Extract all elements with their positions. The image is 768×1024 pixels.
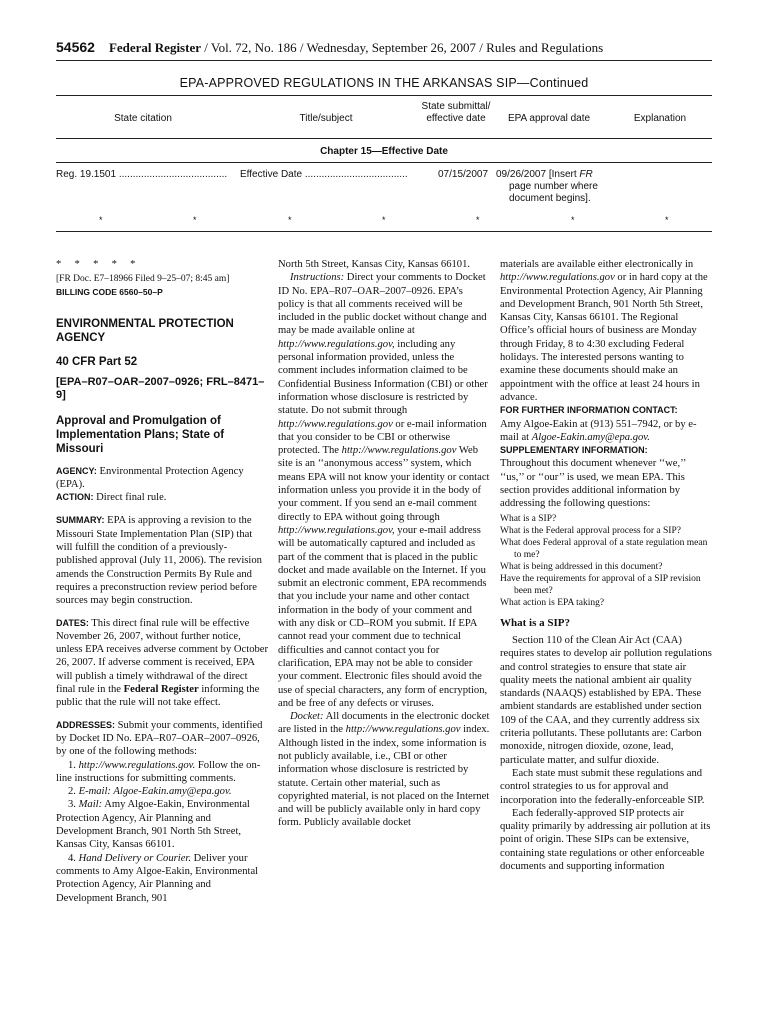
table-star: * <box>665 215 669 225</box>
rule-title: Approval and Promulgation of Implementation Plans; State of Missouri <box>56 414 225 455</box>
email-link[interactable]: E-mail: Algoe-Eakin.amy@epa.gov. <box>78 786 232 798</box>
supplementary-text: Throughout this document whenever ‘‘we,’’ ‘‘us,’’ or ‘‘our’’ is used, we mean EPA. This section provides additional information by addressing the following questions: <box>500 458 686 510</box>
cfr-part: 40 CFR Part 52 <box>56 355 138 368</box>
sip-paragraph-3: Each federally-approved SIP protects air quality primarily by addressing air pollution at its point of origin. These SIPs can be extensive, containing state regulations or other enforceable documents and supporting information <box>500 807 711 872</box>
column-2 <box>278 258 490 830</box>
contact-label: FOR FURTHER INFORMATION CONTACT: <box>500 405 678 416</box>
address-continued: North 5th Street, Kansas City, Kansas 66101. <box>278 259 471 270</box>
table-star: * <box>288 215 292 225</box>
method-1: 1. http://www.regulations.gov. Follow the on-line instructions for submitting comments. <box>56 759 261 784</box>
method-4: 4. Hand Delivery or Courier. Deliver your comments to Amy Algoe-Eakin, Environmental Protection Agency, Air Planning and Development Branch, 901 <box>56 852 259 904</box>
billing-code: BILLING CODE 6560–50–P <box>56 287 163 298</box>
publication-name: Federal Register <box>108 40 201 55</box>
docket-paragraph: Docket: All documents in the electronic docket are listed in the http://www.regulations.gov index. Although listed in the index, some information is not publicly available, i.e., CBI or other information whose disclosure is restricted by statute. Certain other material, such as copyrighted material, is not placed on the Internet and will be publicly available only in hard copy form. Publicly available docket <box>278 711 490 829</box>
col-header-state-submittal: State submittal/ effective date <box>421 101 491 124</box>
instructions: Instructions: Direct your comments to Docket ID No. EPA–R07–OAR–2007–0926. EPA’s policy is that all comments received will be included in the public docket without change and may be made available online at http://www.regulations.gov, including any personal information provided, unless the comment includes information claimed to be Confidential Business Information (CBI) or other information whose disclosure is restricted by statute. Do not submit through http://www.regulations.gov or e-mail information that you consider to be CBI or otherwise protected. The http://www.regulations.gov Web site is an ‘‘anonymous access’’ system, which means EPA will not know your identity or contact information unless you provide it in the body of your comment. If you send an e-mail comment directly to EPA without going through http://www.regulations.gov, your e-mail address will be automatically captured and included as part of the comment that is placed in the public docket and made available on the Internet. If you submit an electronic comment, EPA recommends that you include your name and other contact information in the body of your comment and with any disk or CD–ROM you submit. If EPA cannot read your comment due to technical difficulties and cannot contact you for clarification, EPA may not be able to consider your comment. Electronic files should avoid the use of special characters, any form of encryption, and be free of any defects or viruses. <box>278 272 490 709</box>
ellipsis-stars: * * * * * <box>56 259 136 270</box>
column-1 <box>56 258 268 905</box>
sip-paragraph-2: Each state must submit these regulations and control strategies to us for approval and incorporation into the federally-enforceable SIP. <box>500 767 705 806</box>
regulations-link[interactable]: http://www.regulations.gov, <box>278 524 395 536</box>
col-header-explanation: Explanation <box>633 113 687 124</box>
table-star: * <box>99 215 103 225</box>
table-star: * <box>571 215 575 225</box>
regulations-link[interactable]: http://www.regulations.gov, <box>278 338 395 350</box>
addresses: ADDRESSES: Submit your comments, identified by Docket ID No. EPA–R07–OAR–2007–0926, by one of the following methods: <box>56 719 263 758</box>
col-header-state-citation: State citation <box>114 113 172 124</box>
question-item: What is the Federal approval process for a SIP? <box>500 525 681 536</box>
regulations-link[interactable]: http://www.regulations.gov <box>500 272 615 284</box>
agency-line: AGENCY: Environmental Protection Agency (EPA). <box>56 465 244 490</box>
table-bottom-rule <box>56 231 712 232</box>
method-2: 2. E-mail: Algoe-Eakin.amy@epa.gov. <box>68 786 232 798</box>
chapter-heading: Chapter 15—Effective Date <box>320 146 448 157</box>
regulations-link[interactable]: http://www.regulations.gov <box>278 418 393 430</box>
question-item: Have the requirements for approval of a SIP revision been met? <box>500 573 701 596</box>
row-state-date: 07/15/2007 <box>438 169 489 180</box>
chapter-rule <box>56 162 712 163</box>
running-header <box>56 39 716 56</box>
sip-heading: What is a SIP? <box>500 616 570 629</box>
question-item: What does Federal approval of a state regulation mean to me? <box>500 537 708 560</box>
docket-id: [EPA–R07–OAR–2007–0926; FRL–8471–9] <box>56 375 265 401</box>
col-header-epa-approval: EPA approval date <box>507 113 591 124</box>
agency-title: ENVIRONMENTAL PROTECTION AGENCY <box>56 317 234 344</box>
table-star: * <box>382 215 386 225</box>
table-star: * <box>476 215 480 225</box>
regulations-link[interactable]: http://www.regulations.gov <box>345 724 461 736</box>
contact-text: Amy Algoe-Eakin at (913) 551–7942, or by e-mail at Algoe-Eakin.amy@epa.gov. <box>500 418 697 443</box>
table-top-rule <box>56 95 712 96</box>
header-details: / Vol. 72, No. 186 / Wednesday, September 26, 2007 / Rules and Regulations <box>200 40 604 55</box>
col-header-title-subject: Title/subject <box>299 113 353 124</box>
table-title: EPA-APPROVED REGULATIONS IN THE ARKANSAS SIP—Continued <box>179 76 589 90</box>
supplementary-label: SUPPLEMENTARY INFORMATION: <box>500 445 648 456</box>
table-star: * <box>193 215 197 225</box>
regulations-link[interactable]: http://www.regulations.gov. <box>78 759 196 771</box>
row-citation: Reg. 19.1501 ....................................... <box>56 169 228 180</box>
fr-doc-line: [FR Doc. E7–18966 Filed 9–25–07; 8:45 am] <box>56 274 230 285</box>
column-3 <box>500 258 712 873</box>
summary: SUMMARY: EPA is approving a revision to the Missouri State Implementation Plan (SIP) that will fulfill the condition of a previously-published approval (July 11, 2006). The revision amends the Construction Permits By Rule and requires a preconstruction review period before sources may begin construction. <box>56 515 262 607</box>
row-epa-approval: 09/26/2007 [Insert FR page number where document begins]. <box>496 169 598 204</box>
question-item: What is a SIP? <box>500 513 557 524</box>
contact-email-link[interactable]: Algoe-Eakin.amy@epa.gov. <box>531 431 650 443</box>
dates: DATES: This direct final rule will be effective November 26, 2007, without further notice, unless EPA receives adverse comment by October 26, 2007. If adverse comment is received, EPA will publish a timely withdrawal of the direct final rule in the Federal Register informing the public that the rule will not take effect. <box>56 617 269 709</box>
action-line: ACTION: Direct final rule. <box>56 492 167 504</box>
table-header-rule <box>56 138 712 139</box>
header-rule <box>56 60 712 61</box>
question-item: What is being addressed in this document? <box>500 561 663 572</box>
page-number: 54562 <box>56 39 95 55</box>
materials-paragraph: materials are available either electronically in http://www.regulations.gov or in hard copy at the Environmental Protection Agency, Air Planning and Development Branch, 901 North 5th Street, Kansas City, Kansas 66101. The Regional Office’s official hours of business are Monday through Friday, 8 to 4:30 excluding Federal holidays. The interested persons wanting to examine these documents should make an appointment with the office at least 24 hours in advance. <box>500 259 708 403</box>
method-3: 3. Mail: Amy Algoe-Eakin, Environmental Protection Agency, Air Planning and Development Branch, 901 North 5th Street, Kansas City, Kansas 66101. <box>56 799 250 851</box>
row-subject: Effective Date ..................................... <box>240 169 408 180</box>
sip-paragraph-1: Section 110 of the Clean Air Act (CAA) requires states to develop air pollution regulations and control strategies to ensure that state air quality meets the national ambient air quality standards (NAAQS) established by EPA. These ambient standards are established under section 109 of the CAA, and they currently address six criteria pollutants. These pollutants are: Carbon monoxide, nitrogen dioxide, ozone, lead, particulate matter, and sulfur dioxide. <box>500 634 712 766</box>
regulations-link[interactable]: http://www.regulations.gov <box>341 445 457 457</box>
question-item: What action is EPA taking? <box>500 597 605 608</box>
